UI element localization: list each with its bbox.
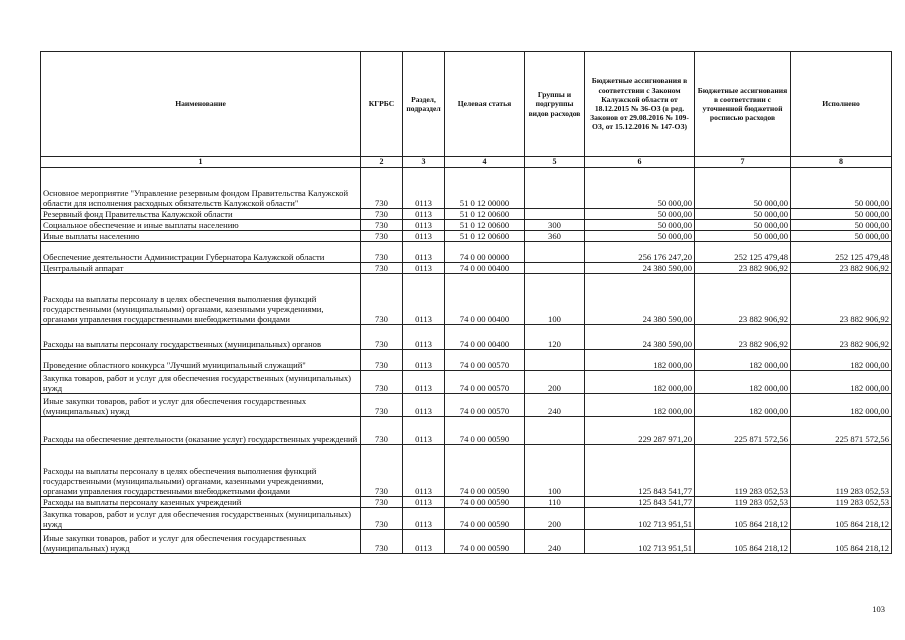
row-kgrbs: 730	[361, 497, 403, 508]
row-budget-refined: 23 882 906,92	[695, 274, 791, 325]
row-executed: 50 000,00	[791, 168, 892, 209]
column-number: 3	[403, 157, 445, 168]
table-row	[41, 394, 892, 417]
row-budget-refined: 50 000,00	[695, 209, 791, 220]
row-target: 74 0 00 00570	[445, 350, 525, 371]
row-target: 74 0 00 00400	[445, 274, 525, 325]
row-name: Иные закупки товаров, работ и услуг для обеспечения государственных (муниципальных) нужд	[41, 394, 361, 417]
row-executed: 23 882 906,92	[791, 325, 892, 350]
row-budget-law: 182 000,00	[585, 371, 695, 394]
row-kgrbs: 730	[361, 417, 403, 445]
row-section: 0113	[403, 168, 445, 209]
row-name: Центральный аппарат	[41, 263, 361, 274]
row-name: Иные закупки товаров, работ и услуг для обеспечения государственных (муниципальных) нужд	[41, 530, 361, 554]
table-row	[41, 242, 892, 263]
column-number: 7	[695, 157, 791, 168]
row-target: 74 0 00 00400	[445, 263, 525, 274]
row-group: 100	[525, 445, 585, 497]
row-group: 200	[525, 508, 585, 530]
row-target: 74 0 00 00590	[445, 497, 525, 508]
row-section: 0113	[403, 371, 445, 394]
header-groups: Группы и подгруппы видов расходов	[525, 52, 585, 157]
row-name: Иные выплаты населению	[41, 231, 361, 242]
row-name: Проведение областного конкурса "Лучший муниципальный служащий"	[41, 350, 361, 371]
row-target: 51 0 12 00600	[445, 231, 525, 242]
row-group	[525, 209, 585, 220]
row-section: 0113	[403, 394, 445, 417]
row-budget-refined: 105 864 218,12	[695, 530, 791, 554]
table-row	[41, 445, 892, 497]
row-target: 51 0 12 00600	[445, 220, 525, 231]
row-group: 200	[525, 371, 585, 394]
row-section: 0113	[403, 274, 445, 325]
row-group	[525, 168, 585, 209]
table-row	[41, 231, 892, 242]
row-target: 74 0 00 00000	[445, 242, 525, 263]
row-name: Расходы на выплаты персоналу в целях обеспечения выполнения функций государственными (муниципальными) органами, казенными учреждениями, органами управления государственными внебюджетными фондами	[41, 274, 361, 325]
row-section: 0113	[403, 445, 445, 497]
row-kgrbs: 730	[361, 325, 403, 350]
row-budget-refined: 105 864 218,12	[695, 508, 791, 530]
row-executed: 105 864 218,12	[791, 530, 892, 554]
row-budget-refined: 182 000,00	[695, 394, 791, 417]
table-row	[41, 371, 892, 394]
row-name: Закупка товаров, работ и услуг для обеспечения государственных (муниципальных) нужд	[41, 371, 361, 394]
row-executed: 182 000,00	[791, 371, 892, 394]
row-target: 74 0 00 00570	[445, 371, 525, 394]
row-kgrbs: 730	[361, 242, 403, 263]
row-budget-law: 50 000,00	[585, 168, 695, 209]
table-row	[41, 417, 892, 445]
row-budget-law: 229 287 971,20	[585, 417, 695, 445]
row-budget-law: 256 176 247,20	[585, 242, 695, 263]
row-executed: 23 882 906,92	[791, 263, 892, 274]
row-kgrbs: 730	[361, 231, 403, 242]
row-kgrbs: 730	[361, 394, 403, 417]
row-target: 74 0 00 00400	[445, 325, 525, 350]
column-number: 1	[41, 157, 361, 168]
row-budget-refined: 50 000,00	[695, 168, 791, 209]
header-budget-refined: Бюджетные ассигнования в соответствии с уточненной бюджетной росписью расходов	[695, 52, 791, 157]
header-name: Наименование	[41, 52, 361, 157]
row-target: 51 0 12 00600	[445, 209, 525, 220]
row-executed: 50 000,00	[791, 220, 892, 231]
table-row	[41, 497, 892, 508]
row-budget-law: 24 380 590,00	[585, 274, 695, 325]
table-row	[41, 168, 892, 209]
row-target: 74 0 00 00590	[445, 445, 525, 497]
row-group	[525, 350, 585, 371]
column-number: 6	[585, 157, 695, 168]
row-budget-refined: 50 000,00	[695, 220, 791, 231]
row-budget-law: 24 380 590,00	[585, 263, 695, 274]
row-name: Социальное обеспечение и иные выплаты населению	[41, 220, 361, 231]
header-target: Целевая статья	[445, 52, 525, 157]
row-target: 51 0 12 00000	[445, 168, 525, 209]
row-budget-refined: 23 882 906,92	[695, 263, 791, 274]
row-executed: 252 125 479,48	[791, 242, 892, 263]
table-row	[41, 263, 892, 274]
row-budget-law: 50 000,00	[585, 220, 695, 231]
table-row	[41, 274, 892, 325]
row-section: 0113	[403, 497, 445, 508]
row-target: 74 0 00 00570	[445, 394, 525, 417]
budget-table	[40, 51, 892, 554]
row-budget-refined: 119 283 052,53	[695, 445, 791, 497]
row-name: Резервный фонд Правительства Калужской области	[41, 209, 361, 220]
table-row	[41, 530, 892, 554]
row-target: 74 0 00 00590	[445, 530, 525, 554]
row-executed: 225 871 572,56	[791, 417, 892, 445]
row-budget-law: 102 713 951,51	[585, 530, 695, 554]
row-section: 0113	[403, 508, 445, 530]
row-budget-law: 125 843 541,77	[585, 445, 695, 497]
table-row	[41, 220, 892, 231]
row-executed: 119 283 052,53	[791, 445, 892, 497]
row-executed: 182 000,00	[791, 350, 892, 371]
row-budget-law: 50 000,00	[585, 231, 695, 242]
row-budget-refined: 252 125 479,48	[695, 242, 791, 263]
row-executed: 105 864 218,12	[791, 508, 892, 530]
row-name: Расходы на выплаты персоналу казенных учреждений	[41, 497, 361, 508]
row-kgrbs: 730	[361, 445, 403, 497]
row-section: 0113	[403, 417, 445, 445]
row-kgrbs: 730	[361, 274, 403, 325]
row-kgrbs: 730	[361, 508, 403, 530]
row-section: 0113	[403, 263, 445, 274]
header-kgrbs: КГРБС	[361, 52, 403, 157]
row-name: Обеспечение деятельности Администрации Губернатора Калужской области	[41, 242, 361, 263]
row-group: 110	[525, 497, 585, 508]
row-budget-refined: 119 283 052,53	[695, 497, 791, 508]
row-group: 120	[525, 325, 585, 350]
row-budget-refined: 182 000,00	[695, 371, 791, 394]
row-budget-refined: 50 000,00	[695, 231, 791, 242]
row-section: 0113	[403, 242, 445, 263]
row-group	[525, 417, 585, 445]
row-section: 0113	[403, 530, 445, 554]
row-group	[525, 263, 585, 274]
row-group	[525, 242, 585, 263]
row-kgrbs: 730	[361, 220, 403, 231]
row-group: 240	[525, 530, 585, 554]
row-target: 74 0 00 00590	[445, 508, 525, 530]
row-budget-law: 50 000,00	[585, 209, 695, 220]
row-name: Расходы на обеспечение деятельности (оказание услуг) государственных учреждений	[41, 417, 361, 445]
row-kgrbs: 730	[361, 371, 403, 394]
row-name: Расходы на выплаты персоналу в целях обеспечения выполнения функций государственными (муниципальными) органами, казенными учреждениями, органами управления государственными внебюджетными фондами	[41, 445, 361, 497]
row-name: Расходы на выплаты персоналу государственных (муниципальных) органов	[41, 325, 361, 350]
table-row	[41, 508, 892, 530]
row-name: Основное мероприятие "Управление резервным фондом Правительства Калужской области для исполнения расходных обязательств Калужской области"	[41, 168, 361, 209]
column-number: 4	[445, 157, 525, 168]
row-kgrbs: 730	[361, 530, 403, 554]
table-header-row	[41, 52, 892, 157]
row-group: 240	[525, 394, 585, 417]
column-number: 5	[525, 157, 585, 168]
table-row	[41, 350, 892, 371]
row-kgrbs: 730	[361, 350, 403, 371]
row-budget-law: 24 380 590,00	[585, 325, 695, 350]
table-row	[41, 209, 892, 220]
column-number: 2	[361, 157, 403, 168]
row-section: 0113	[403, 231, 445, 242]
row-budget-law: 125 843 541,77	[585, 497, 695, 508]
row-executed: 50 000,00	[791, 231, 892, 242]
row-section: 0113	[403, 220, 445, 231]
row-executed: 182 000,00	[791, 394, 892, 417]
row-name: Закупка товаров, работ и услуг для обеспечения государственных (муниципальных) нужд	[41, 508, 361, 530]
row-executed: 23 882 906,92	[791, 274, 892, 325]
header-executed: Исполнено	[791, 52, 892, 157]
row-executed: 50 000,00	[791, 209, 892, 220]
row-budget-law: 102 713 951,51	[585, 508, 695, 530]
row-group: 300	[525, 220, 585, 231]
column-number-row	[41, 157, 892, 168]
row-kgrbs: 730	[361, 209, 403, 220]
header-budget-law: Бюджетные ассигнования в соответствии с Законом Калужской области от 18.12.2015 № 36-ОЗ (в ред. Законов от 29.08.2016 № 109-ОЗ, от 15.12.2016 № 147-ОЗ)	[585, 52, 695, 157]
row-section: 0113	[403, 350, 445, 371]
table-body	[41, 168, 892, 554]
row-group: 360	[525, 231, 585, 242]
row-section: 0113	[403, 209, 445, 220]
row-executed: 119 283 052,53	[791, 497, 892, 508]
row-budget-law: 182 000,00	[585, 350, 695, 371]
row-budget-refined: 23 882 906,92	[695, 325, 791, 350]
row-group: 100	[525, 274, 585, 325]
header-section: Раздел, подраздел	[403, 52, 445, 157]
column-number: 8	[791, 157, 892, 168]
row-target: 74 0 00 00590	[445, 417, 525, 445]
row-budget-law: 182 000,00	[585, 394, 695, 417]
row-budget-refined: 182 000,00	[695, 350, 791, 371]
table-row	[41, 325, 892, 350]
row-kgrbs: 730	[361, 168, 403, 209]
page-number: 103	[872, 604, 885, 614]
row-section: 0113	[403, 325, 445, 350]
row-kgrbs: 730	[361, 263, 403, 274]
row-budget-refined: 225 871 572,56	[695, 417, 791, 445]
